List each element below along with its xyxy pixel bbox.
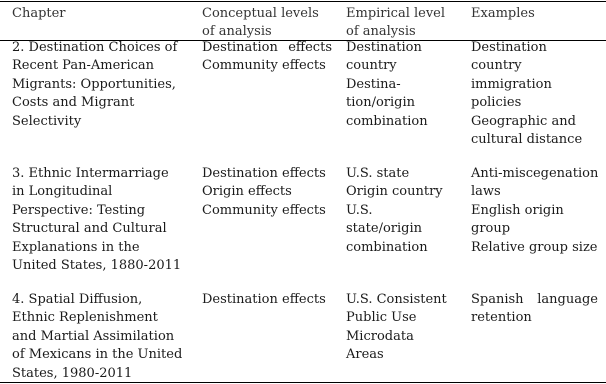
row2-chapter: 3. Ethnic Intermarriage in Longitudinal Perspective: Testing Structural and Cultural Explanations in the United States, 1880-2011 [12,166,182,274]
row1-chapter: 2. Destination Choices of Recent Pan-American Migrants: Opportunities, Costs and Migrant Selectivity [12,40,178,129]
plain-line: retention [471,310,532,326]
header-conceptual: Conceptual levels of analysis [202,6,319,40]
header-empirical: Empirical level of analysis [346,6,446,40]
row1-examples: Destination country immigration policies Geographic and cultural distance [471,40,583,148]
table-top-rule [0,1,606,2]
plain-line: Community effects [202,58,326,74]
row1-conceptual [202,39,332,76]
justified-line: Destination effects [202,40,332,55]
row3-empirical: U.S. Consistent Public Use Microdata Areas [346,292,447,363]
justified-line: Spanish language [471,292,598,307]
row3-conceptual: Destination effects [202,292,326,307]
row3-chapter: 4. Spatial Diffusion, Ethnic Replenishment and Martial Assimilation of Mexicans in the United States, 1980-2011 [12,292,183,381]
row2-examples: Anti-miscegenation laws English origin group Relative group size [471,166,599,255]
row2-empirical: U.S. state Origin country U.S. state/origin combination [346,166,443,255]
header-examples: Examples [471,6,535,21]
row1-empirical: Destination country Destina- tion/origin combination [346,40,428,129]
header-chapter: Chapter [12,6,66,21]
row3-examples [471,291,598,328]
row2-conceptual: Destination effects Origin effects Community effects [202,166,326,218]
